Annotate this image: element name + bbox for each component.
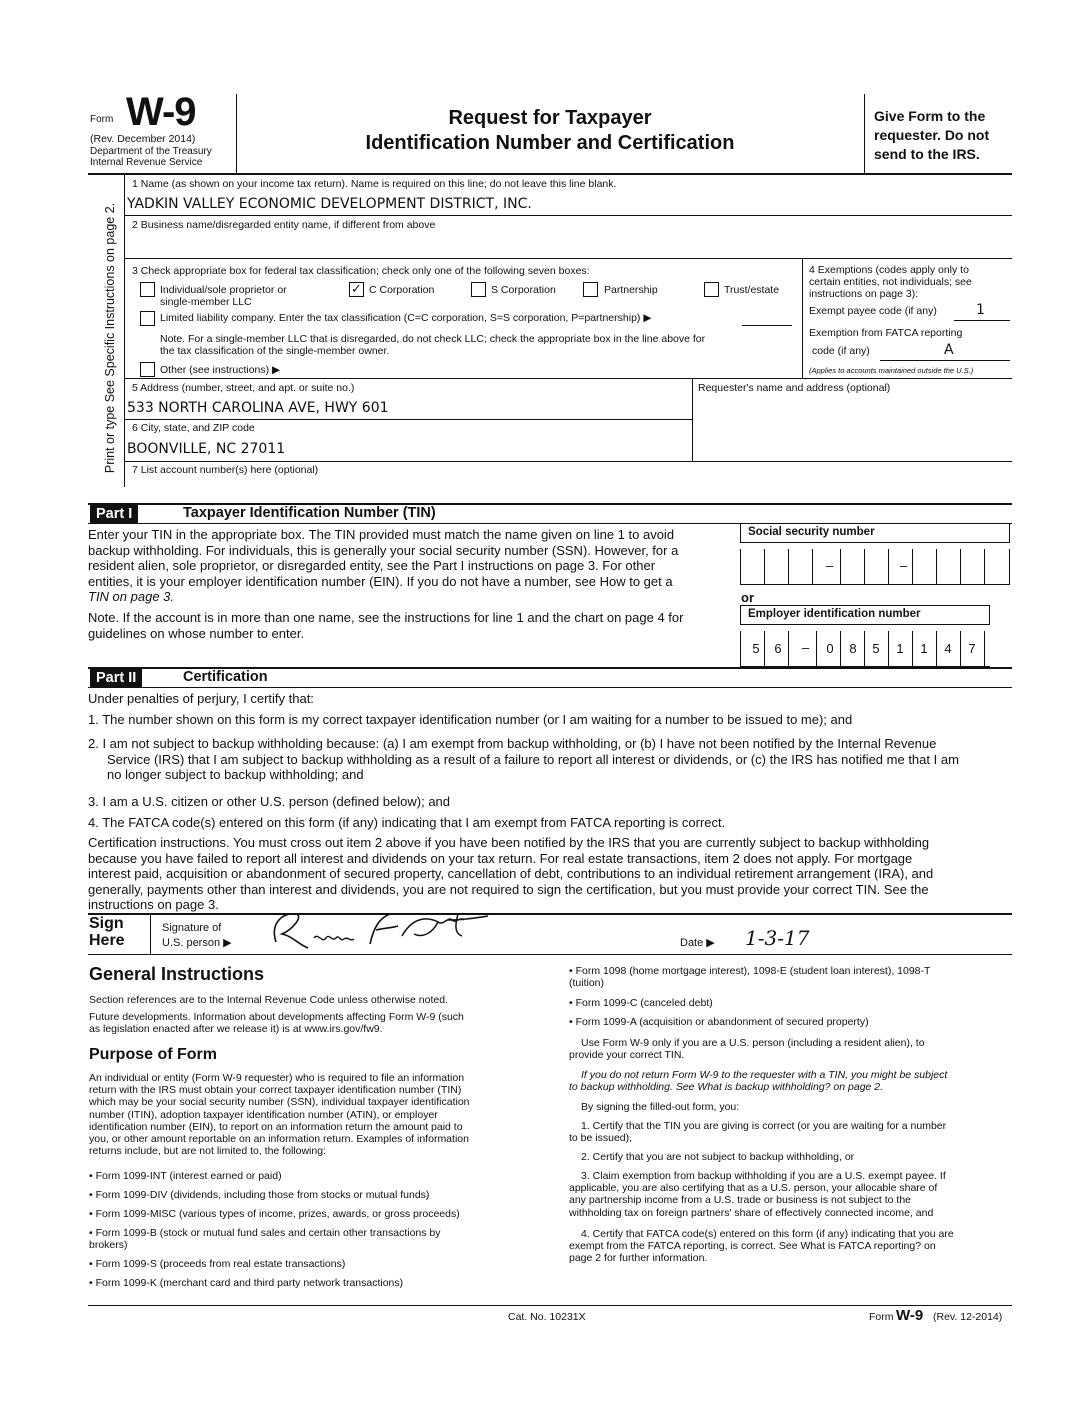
claim-exemption: 3. Claim exemption from backup withholding if you are a U.S. exempt payee. If applicable, you are also certifying that as a U.S. person, your allocable share of any partnership income from a U.S. trade or business is not subject to the withholding tax on foreign partners' share of effectively connected income, and (569, 1170, 946, 1219)
form-title-line1: Request for Taxpayer (448, 107, 652, 129)
fatca-applies-note: (Applies to accounts maintained outside the U.S.) (809, 366, 974, 375)
list-item: • Form 1099-C (canceled debt) (569, 997, 713, 1009)
give-form-line2: requester. Do not (874, 127, 990, 143)
department: Department of the Treasury (90, 146, 212, 157)
ein-digit: 6 (774, 641, 782, 656)
section-references: Section references are to the Internal Revenue Code unless otherwise noted. (89, 994, 448, 1006)
s-corporation-checkbox[interactable] (471, 282, 486, 297)
ein-label-box (740, 605, 990, 625)
partnership-checkbox[interactable] (583, 282, 598, 297)
exemptions-label-line3: instructions on page 3): (809, 288, 919, 300)
exemptions-label-line1: 4 Exemptions (codes apply only to (809, 264, 969, 276)
give-form-line3: send to the IRS. (874, 146, 980, 162)
llc-classification-field[interactable] (742, 325, 792, 326)
llc-note-line2: the tax classification of the single-member owner. (160, 345, 390, 357)
name-field[interactable]: YADKIN VALLEY ECONOMIC DEVELOPMENT DISTRICT, INC. (127, 196, 532, 212)
form-label: Form (90, 114, 114, 125)
line3-label: 3 Check appropriate box for federal tax classification; check only one of the following seven boxes: (132, 265, 590, 277)
footer-form-label: Form (869, 1311, 894, 1323)
certification-instructions: Certification instructions. You must cross out item 2 above if you have been notified by the IRS that you are currently subject to backup withholding because you have failed to report all interest and dividends on your tax return. For real estate transactions, item 2 does not apply. For mortgage interest paid, acquisition or abandonment of secured property, cancellation of debt, contributions to an individual retirement arrangement (IRA), and generally, payments other than interest and dividends, you are not required to sign the certification, but you must provide your correct TIN. See the instructions on page 3. (88, 835, 934, 912)
part2-tag: Part II (90, 669, 142, 687)
fatca-label-line1: Exemption from FATCA reporting (809, 327, 963, 339)
side-instructions: Print or type See Specific Instructions on page 2. (103, 202, 117, 474)
ssn-field[interactable] (740, 549, 1010, 585)
list-item: • Form 1099-K (merchant card and third party network transactions) (89, 1277, 404, 1289)
llc-note-line1: Note. For a single-member LLC that is disregarded, do not check LLC; check the appropriate box in the line above for (160, 333, 706, 345)
ein-field[interactable] (740, 631, 990, 667)
list-item: • Form 1099-S (proceeds from real estate transactions) (89, 1258, 346, 1270)
cert-item3: 3. I am a U.S. citizen or other U.S. person (defined below); and (88, 794, 451, 809)
line7-label: 7 List account number(s) here (optional) (132, 464, 319, 476)
by-signing: By signing the filled-out form, you: (581, 1101, 740, 1113)
list-item: • Form 1099-A (acquisition or abandonment of secured property) (569, 1016, 869, 1028)
part2-title: Certification (183, 669, 268, 685)
line2-label: 2 Business name/disregarded entity name, if different from above (132, 219, 436, 231)
backup-withholding-warning: If you do not return Form W-9 to the requester with a TIN, you might be subject to backup withholding. See What is backup withholding? on page 2. (569, 1069, 948, 1094)
individual-label-line2: single-member LLC (160, 296, 252, 308)
cert-item4: 4. The FATCA code(s) entered on this form (if any) indicating that I am exempt from FATCA reporting is correct. (88, 815, 726, 830)
part1-note: Note. If the account is in more than one name, see the instructions for line 1 and the chart on page 4 for guidelines on whose number to enter. (88, 610, 684, 641)
exemptions-label-line2: certain entities, not individuals; see (809, 276, 972, 288)
ssn-label: Social security number (748, 526, 875, 538)
ein-label: Employer identification number (748, 608, 921, 620)
or-label: or (741, 590, 754, 605)
purpose-of-form-title: Purpose of Form (89, 1046, 218, 1063)
address-field[interactable]: 533 NORTH CAROLINA AVE, HWY 601 (127, 400, 389, 416)
part1-title: Taxpayer Identification Number (TIN) (183, 505, 436, 521)
us-person-paragraph: Use Form W-9 only if you are a U.S. person (including a resident alien), to provide your correct TIN. (569, 1037, 925, 1062)
signature-field[interactable] (262, 904, 492, 956)
list-item: • Form 1099-INT (interest earned or paid) (89, 1170, 282, 1182)
exempt-payee-label: Exempt payee code (if any) (809, 305, 937, 317)
ein-digit: 1 (920, 641, 928, 656)
ein-digit: 1 (896, 641, 904, 656)
ssn-dash-1: – (826, 558, 834, 573)
individual-checkbox[interactable] (140, 282, 155, 297)
ein-digit: 4 (944, 641, 952, 656)
ssn-label-box (740, 523, 1010, 543)
list-item: • Form 1099-MISC (various types of income, prizes, awards, or gross proceeds) (89, 1208, 460, 1220)
list-item: • Form 1098 (home mortgage interest), 1098-E (student loan interest), 1098-T (tuition) (569, 965, 931, 990)
cert-item2: 2. I am not subject to backup withholding because: (a) I am exempt from backup withholding, or (b) I have not been notified by the Internal Revenue Service (IRS) that I am subject to backup withholding as a result of a failure to report all interest or dividends, or (c) the IRS has notified me that I am no longer subject to backup withholding; and (88, 736, 959, 782)
c-corporation-label: C Corporation (369, 284, 435, 296)
part1-tag: Part I (90, 505, 138, 523)
form-title-line2: Identification Number and Certification (365, 132, 735, 154)
date-label: Date ▶ (680, 937, 715, 949)
ein-dash: – (802, 640, 810, 655)
account-number-field[interactable] (130, 477, 690, 499)
ssn-dash-2: – (900, 558, 908, 573)
fatca-label-line2: code (if any) (812, 345, 870, 357)
c-corporation-checkbox[interactable]: ✓ (349, 282, 364, 297)
city-state-zip-field[interactable]: BOONVILLE, NC 27011 (127, 441, 286, 457)
catalog-number: Cat. No. 10231X (508, 1311, 586, 1323)
trust-estate-label: Trust/estate (724, 284, 780, 296)
date-field[interactable]: 1-3-17 (745, 926, 810, 950)
fatca-code-field[interactable]: A (944, 342, 954, 358)
llc-label: Limited liability company. Enter the tax classification (C=C corporation, S=S corporation, P=partnership) ▶ (160, 312, 652, 324)
list-item: • Form 1099-DIV (dividends, including those from stocks or mutual funds) (89, 1189, 430, 1201)
list-item: • Form 1099-B (stock or mutual fund sales and certain other transactions by brokers) (89, 1227, 441, 1252)
line5-label: 5 Address (number, street, and apt. or suite no.) (132, 382, 355, 394)
part1-instructions: Enter your TIN in the appropriate box. The TIN provided must match the name given on line 1 to avoid backup withholding. For individuals, this is generally your social security number (SSN). However, for a resident alien, sole proprietor, or disregarded entity, see the Part I instructions on page 3. For other entities, it is your employer identification number (EIN). If you do not have a number, see How to get a TIN on page 3. (88, 527, 679, 604)
sign-label: Sign (89, 915, 124, 932)
signature-label-line1: Signature of (162, 922, 222, 934)
form-revision: (Rev. December 2014) (90, 133, 196, 145)
trust-estate-checkbox[interactable] (704, 282, 719, 297)
line1-label: 1 Name (as shown on your income tax return). Name is required on this line; do not leave this line blank. (132, 178, 617, 190)
here-label: Here (89, 932, 125, 949)
certify-not-subject: 2. Certify that you are not subject to backup withholding, or (581, 1151, 855, 1163)
ein-digit: 0 (826, 641, 834, 656)
ein-digit: 7 (968, 641, 976, 656)
general-instructions-title: General Instructions (89, 964, 265, 984)
other-label: Other (see instructions) ▶ (160, 364, 281, 376)
footer-form-number: W-9 (896, 1307, 924, 1324)
cert-item1: 1. The number shown on this form is my correct taxpayer identification number (or I am waiting for a number to be issued to me); and (88, 712, 853, 727)
certify-tin: 1. Certify that the TIN you are giving is correct (or you are waiting for a number to be issued), (569, 1120, 947, 1145)
requester-label: Requester's name and address (optional) (698, 382, 891, 394)
certify-fatca: 4. Certify that FATCA code(s) entered on this form (if any) indicating that you are exempt from the FATCA reporting, is correct. See What is FATCA reporting? on page 2 for further information. (569, 1228, 954, 1265)
ein-digit: 5 (872, 641, 880, 656)
form-number: W-9 (126, 90, 196, 134)
handwritten-signature (262, 904, 492, 956)
signature-label-line2: U.S. person ▶ (162, 937, 232, 949)
partnership-label: Partnership (604, 284, 658, 296)
llc-checkbox[interactable] (140, 311, 155, 326)
line6-label: 6 City, state, and ZIP code (132, 422, 255, 434)
future-developments: Future developments. Information about developments affecting Form W-9 (such as legislation enacted after we release it) is at www.irs.gov/fw9. (89, 1011, 464, 1036)
exempt-payee-code-field[interactable]: 1 (976, 302, 985, 318)
ein-digit: 5 (752, 641, 760, 656)
ein-digit: 8 (849, 641, 857, 656)
purpose-paragraph: An individual or entity (Form W-9 requester) who is required to file an information return with the IRS must obtain your correct taxpayer identification number (TIN) which may be your social security number (SSN), individual taxpayer identification number (ITIN), adoption taxpayer identification number (ATIN), or employer identification number (EIN), to report on an information return the amount paid to you, or other amount reportable on an information return. Examples of information returns include, but are not limited to, the following: (89, 1072, 470, 1158)
footer-revision: (Rev. 12-2014) (933, 1311, 1003, 1323)
s-corporation-label: S Corporation (491, 284, 556, 296)
give-form-line1: Give Form to the (874, 108, 986, 124)
perjury-intro: Under penalties of perjury, I certify that: (88, 691, 314, 706)
agency: Internal Revenue Service (90, 157, 203, 168)
other-checkbox[interactable] (140, 362, 155, 377)
individual-label-line1: Individual/sole proprietor or (160, 284, 287, 296)
